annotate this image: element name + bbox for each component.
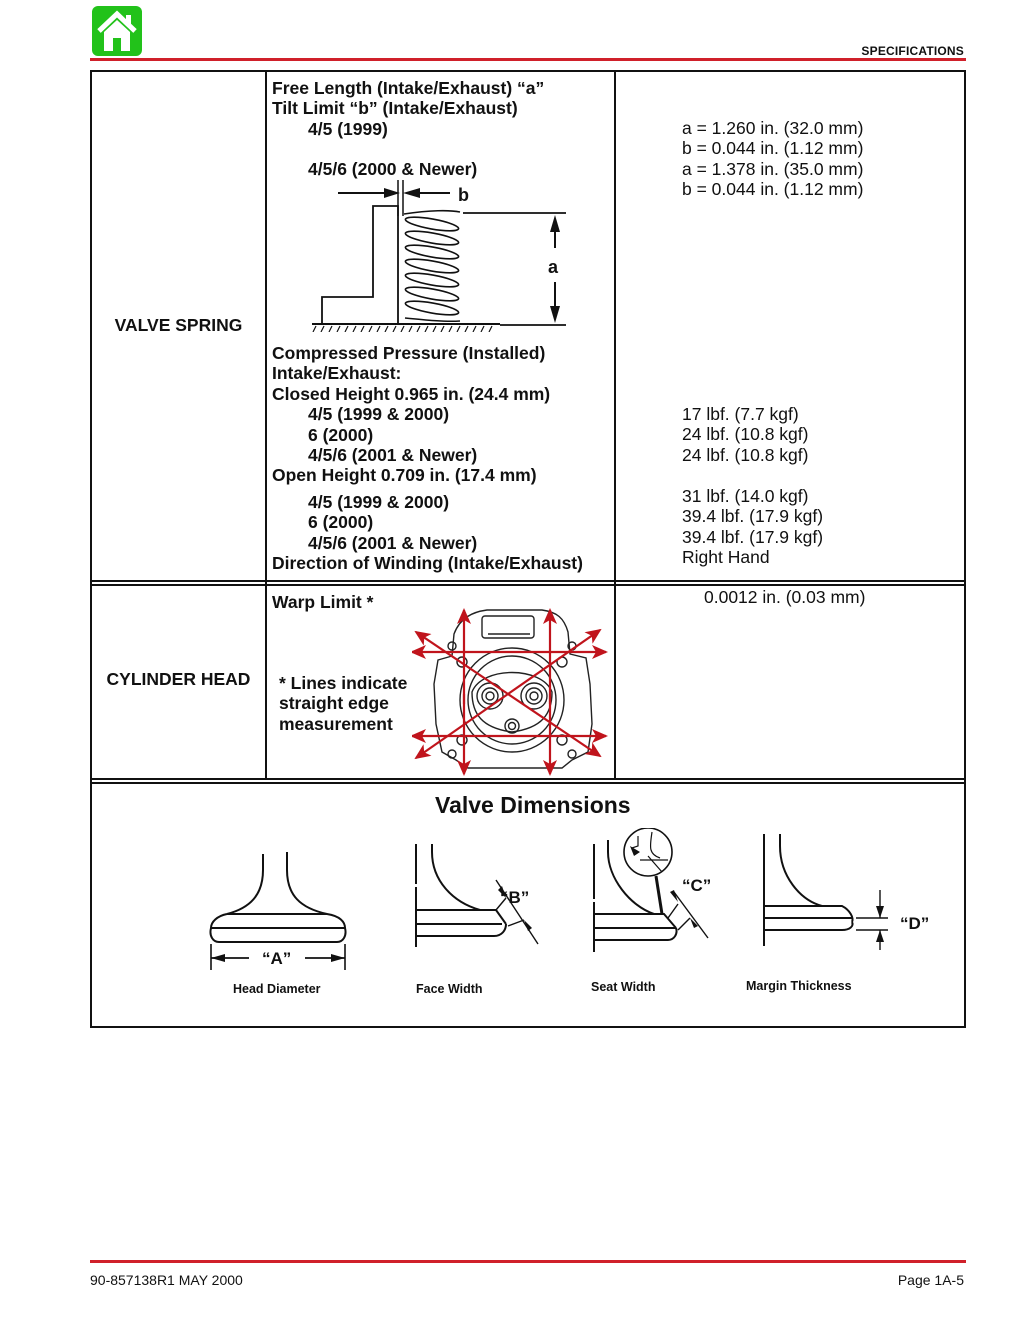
doc-number: 90-857138R1 MAY 2000	[90, 1272, 243, 1288]
spec-line: 4/5/6 (2001 & Newer)	[308, 532, 478, 553]
section-title: SPECIFICATIONS	[861, 44, 964, 58]
spec-line: 4/5 (1999 & 2000)	[308, 404, 450, 425]
note-line: straight edge	[279, 693, 389, 714]
valve-spring-specs-top	[272, 78, 544, 180]
valve-spring-values-free-length	[682, 118, 863, 200]
spec-line: 4/5/6 (2001 & Newer)	[308, 445, 478, 466]
spec-line: 4/5/6 (2000 & Newer)	[308, 159, 478, 180]
spec-line: 4/5 (1999)	[308, 118, 388, 139]
spec-line: Open Height 0.709 in. (17.4 mm)	[272, 465, 537, 486]
spec-value: b = 0.044 in. (1.12 mm)	[682, 179, 864, 200]
spec-line: Intake/Exhaust:	[272, 363, 402, 384]
spec-line: 6 (2000)	[308, 424, 374, 445]
valve-dimensions-title: Valve Dimensions	[435, 792, 631, 818]
spec-line: Direction of Winding (Intake/Exhaust)	[272, 553, 583, 574]
svg-text:a: a	[548, 257, 559, 277]
spec-line: Tilt Limit “b” (Intake/Exhaust)	[272, 98, 518, 119]
warp-note	[279, 673, 407, 734]
caption-seat-width: Seat Width	[591, 980, 656, 994]
footer-rule	[90, 1260, 966, 1263]
spec-value: 24 lbf. (10.8 kgf)	[682, 424, 809, 445]
home-icon	[92, 6, 142, 56]
warp-limit-label: Warp Limit *	[272, 592, 374, 612]
letter-d: “D”	[900, 914, 930, 933]
caption-head-diameter: Head Diameter	[233, 982, 321, 996]
note-line: * Lines indicate	[279, 673, 408, 693]
valve-spring-diagram	[310, 180, 570, 337]
row-label-valve-spring: VALVE SPRING	[114, 315, 243, 335]
valve-spring-values-open	[682, 486, 823, 568]
row-label-cylinder-head: CYLINDER HEAD	[106, 669, 251, 689]
valve-spring-values-closed	[682, 404, 808, 465]
cylinder-head-warp-diagram	[412, 604, 608, 781]
spec-value: b = 0.044 in. (1.12 mm)	[682, 138, 864, 159]
caption-face-width: Face Width	[416, 982, 483, 996]
home-button[interactable]	[92, 6, 142, 56]
spec-value: 24 lbf. (10.8 kgf)	[682, 444, 809, 465]
spec-value: 31 lbf. (14.0 kgf)	[682, 486, 809, 506]
spec-value: 39.4 lbf. (17.9 kgf)	[682, 506, 824, 527]
warp-limit-value: 0.0012 in. (0.03 mm)	[704, 587, 866, 607]
spec-value: 39.4 lbf. (17.9 kgf)	[682, 526, 824, 547]
letter-b: “B”	[500, 888, 530, 907]
letter-a: “A”	[262, 949, 292, 968]
valve-spring-specs-bottom	[272, 343, 583, 573]
page-number: Page 1A-5	[897, 1272, 964, 1288]
spec-value: Right Hand	[682, 547, 770, 568]
figure-margin-thickness	[760, 830, 890, 955]
spec-value: a = 1.260 in. (32.0 mm)	[682, 118, 864, 138]
spec-line: 4/5 (1999 & 2000)	[308, 491, 450, 512]
svg-text:b: b	[458, 185, 469, 205]
spec-line: Free Length (Intake/Exhaust) “a”	[272, 78, 545, 98]
spec-line: Closed Height 0.965 in. (24.4 mm)	[272, 383, 551, 404]
spec-value: a = 1.378 in. (35.0 mm)	[682, 158, 864, 179]
spec-line: 6 (2000)	[308, 512, 374, 533]
header-rule	[90, 58, 966, 61]
letter-c: “C”	[682, 876, 712, 895]
caption-margin-thickness: Margin Thickness	[746, 979, 852, 993]
spec-value: 17 lbf. (7.7 kgf)	[682, 404, 799, 424]
spec-line: Compressed Pressure (Installed)	[272, 343, 546, 363]
note-line: measurement	[279, 713, 393, 734]
